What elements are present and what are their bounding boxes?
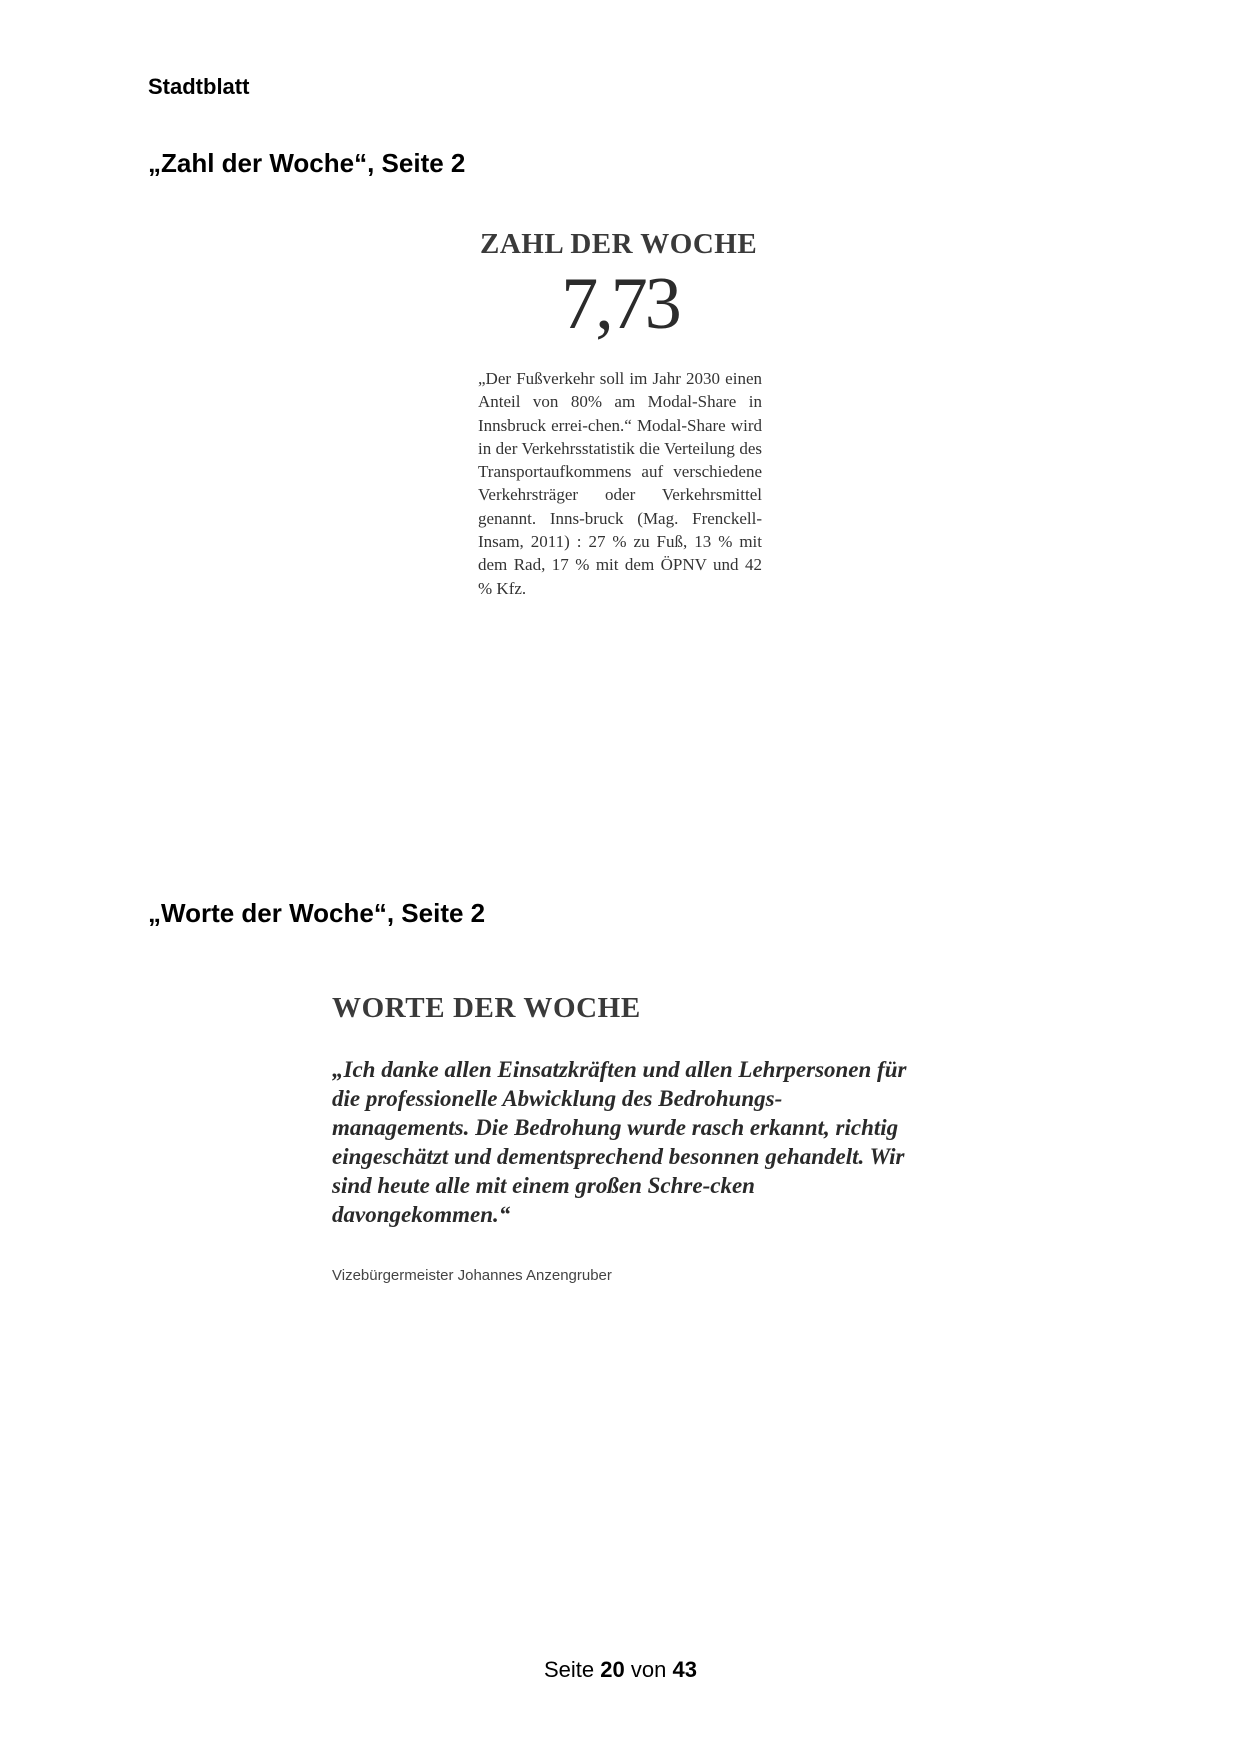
clipping-kicker: ZAHL DER WOCHE <box>480 228 758 260</box>
clipping-author: Vizebürgermeister Johannes Anzengruber <box>332 1267 612 1284</box>
page-footer <box>0 1657 1241 1683</box>
section-title-worte-der-woche: „Worte der Woche“, Seite 2 <box>148 898 486 928</box>
section-title-zahl-der-woche: „Zahl der Woche“, Seite 2 <box>148 148 466 178</box>
footer-separator: von <box>630 1657 667 1682</box>
clipping-body-text: „Der Fußverkehr soll im Jahr 2030 einen Anteil von 80% am Modal-Share in Innsbruck errei-chen.“ Modal-Share wird in der Verkehrsstatistik die Verteilung des Transportaufkommens auf verschiedene Verkehrsträger oder Verkehrsmittel genannt. Inns-bruck (Mag. Frenckell-Insam, 2011) : 27 % zu Fuß, 13 % mit dem Rad, 17 % mit dem ÖPNV und 42 % Kfz. <box>478 369 762 598</box>
footer-page-number: 20 <box>600 1657 625 1682</box>
clipping-zahl-der-woche <box>478 228 762 600</box>
clipping-big-number: 7,73 <box>561 263 679 345</box>
clipping-worte-der-woche <box>332 992 912 1284</box>
footer-page-total: 43 <box>672 1657 697 1682</box>
document-header-label: Stadtblatt <box>148 74 250 99</box>
clipping-kicker: WORTE DER WOCHE <box>332 992 641 1024</box>
clipping-quote: „Ich danke allen Einsatzkräften und allen Lehrpersonen für die professionelle Abwicklung des Bedrohungs-managements. Die Bedrohung wurde rasch erkannt, richtig eingeschätzt und dementsprechend besonnen gehandelt. Wir sind heute alle mit einem großen Schre-cken davongekommen.“ <box>332 1057 907 1227</box>
footer-prefix: Seite <box>544 1657 595 1682</box>
